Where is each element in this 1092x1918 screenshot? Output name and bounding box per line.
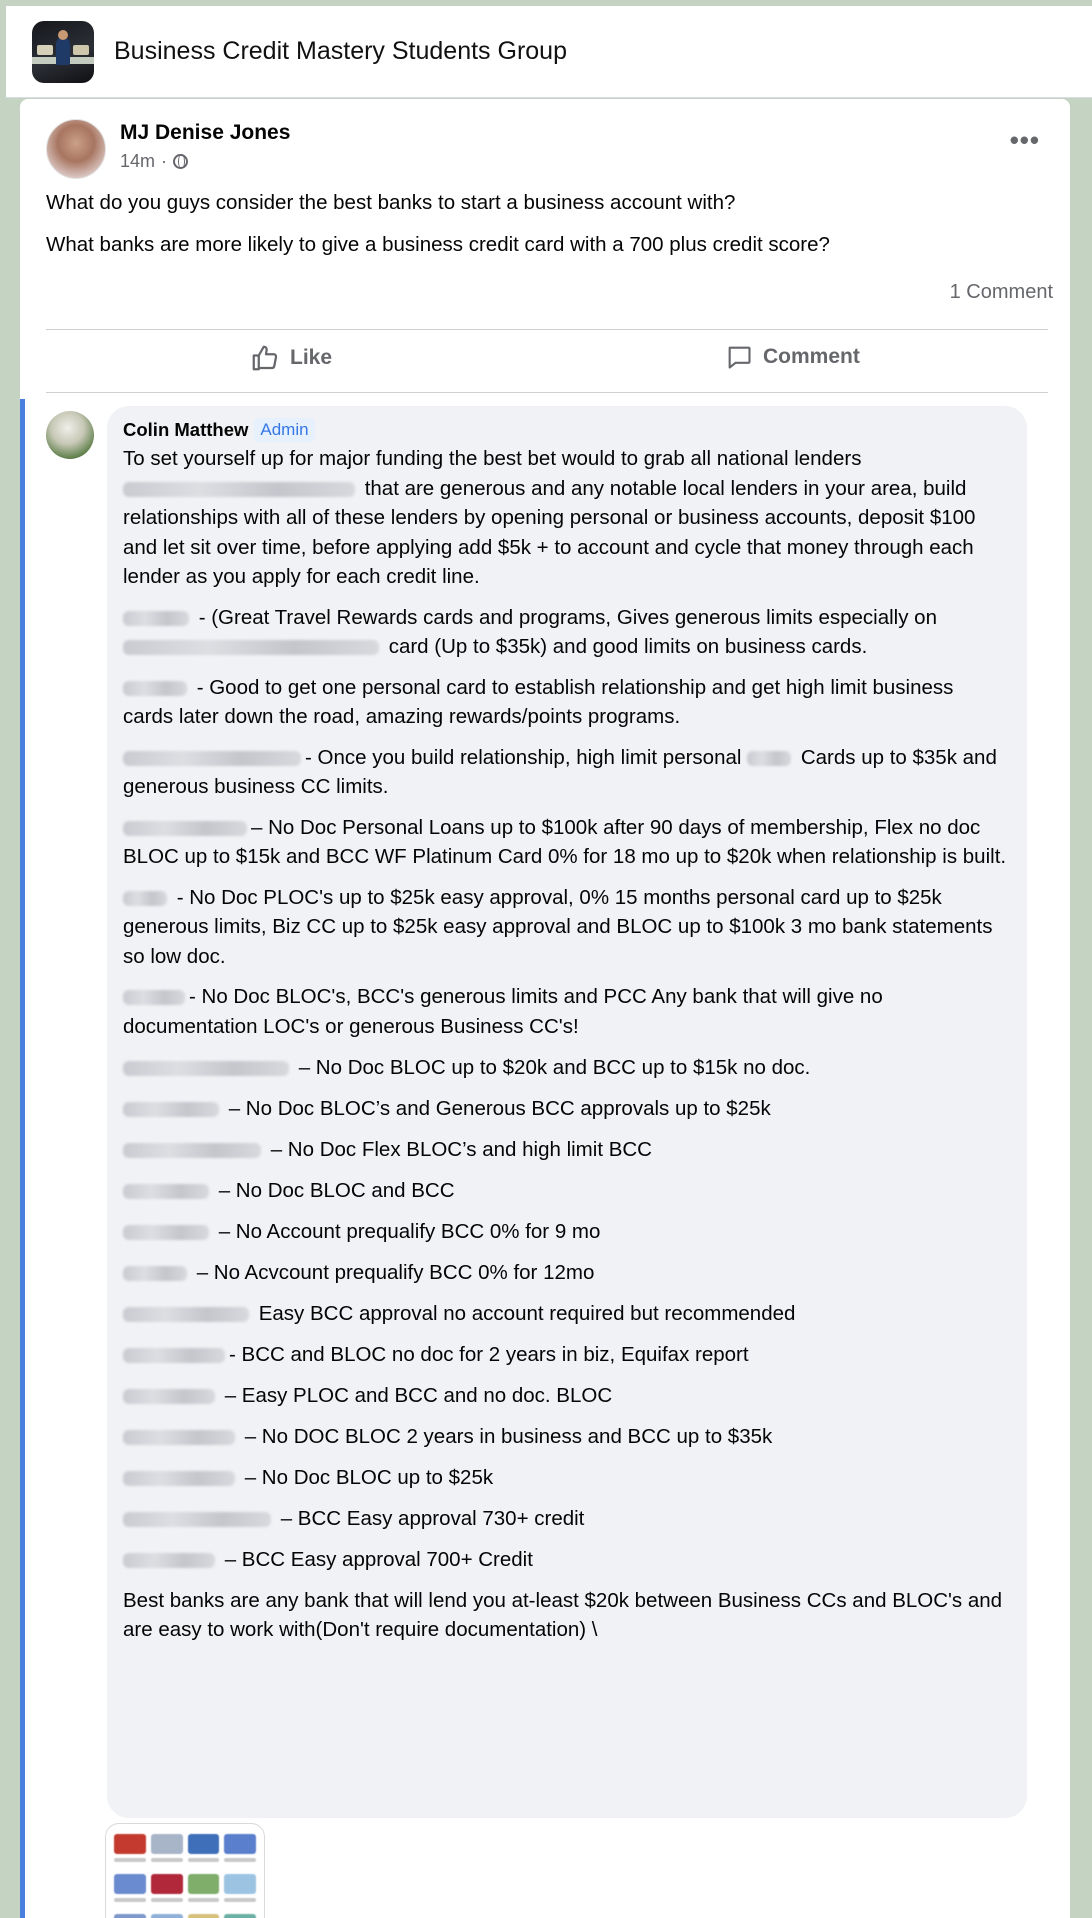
post-time[interactable]: 14m (120, 151, 156, 171)
redacted-text (123, 1307, 249, 1322)
post-author[interactable]: MJ Denise Jones (120, 121, 291, 144)
like-button[interactable] (250, 343, 332, 373)
redacted-text (123, 482, 355, 497)
redacted-text (123, 751, 301, 766)
group-header (6, 6, 1092, 98)
comment-bubble (107, 406, 1027, 1818)
comment-line: – BCC Easy approval 700+ Credit (123, 1545, 1009, 1575)
redacted-text (123, 640, 379, 655)
redacted-text (123, 1553, 215, 1568)
redacted-text (123, 1266, 187, 1281)
post-card (20, 99, 1070, 1918)
comment-intro: To set yourself up for major funding the best bet would to grab all national lenders that are generous and any notable local lenders in your area, build relationships with all of these lenders by opening personal or business accounts, deposit $100 and let sit over time, before applying add $5k + to account and cycle that money through each lender as you apply for each credit line. (123, 447, 976, 588)
commenter-name[interactable]: Colin Matthew (123, 419, 249, 440)
redacted-text (123, 1143, 261, 1158)
more-dots-icon[interactable]: ••• (1009, 125, 1040, 155)
comment-label: Comment (763, 345, 860, 368)
post-meta (120, 151, 188, 172)
comment-line: - Good to get one personal card to establish relationship and get high limit business cards later down the road, amazing rewards/points programs. (123, 675, 954, 728)
redacted-text (123, 821, 247, 836)
admin-badge: Admin (254, 418, 314, 442)
divider-top (46, 329, 1048, 330)
comment-line: - BCC and BLOC no doc for 2 years in biz, Equifax report (123, 1340, 1009, 1370)
redacted-text (123, 1512, 271, 1527)
comment-line: – BCC Easy approval 730+ credit (123, 1504, 1009, 1534)
comment-line: – No Doc Flex BLOC’s and high limit BCC (123, 1135, 1009, 1165)
comment-line: – No DOC BLOC 2 years in business and BCC up to $35k (123, 1422, 1009, 1452)
redacted-text (123, 1348, 225, 1363)
globe-icon (173, 154, 188, 169)
redacted-text (123, 1430, 235, 1445)
redacted-text (123, 891, 167, 906)
redacted-text (123, 1061, 289, 1076)
author-avatar[interactable] (46, 119, 106, 179)
commenter-avatar[interactable] (46, 411, 94, 459)
redacted-text (123, 990, 185, 1005)
group-logo[interactable] (32, 21, 94, 83)
speech-bubble-icon (725, 343, 753, 371)
comment-line: – No Doc BLOC up to $25k (123, 1463, 1009, 1493)
redacted-text (123, 1102, 219, 1117)
comment-closing: Best banks are any bank that will lend you at-least $20k between Business CCs and BLOC's and are easy to work with(Don't require documentation) \ (123, 1588, 1003, 1641)
redacted-text (123, 1471, 235, 1486)
comment-line: – No Account prequalify BCC 0% for 9 mo (123, 1217, 1009, 1247)
group-title[interactable]: Business Credit Mastery Students Group (114, 37, 567, 65)
meta-separator: · (161, 151, 168, 171)
comment-line: – Easy PLOC and BCC and no doc. BLOC (123, 1381, 1009, 1411)
thumbs-up-icon (250, 343, 280, 373)
post-text-line2: What banks are more likely to give a business credit card with a 700 plus credit score? (46, 233, 830, 256)
comment-count[interactable]: 1 Comment (949, 281, 1053, 303)
redacted-text (747, 751, 791, 766)
comment-body (123, 444, 1009, 1645)
comment-line: – No Acvcount prequalify BCC 0% for 12mo (123, 1258, 1009, 1288)
comment-line: - No Doc PLOC's up to $25k easy approval, 0% 15 months personal card up to $25k generous limits, Biz CC up to $25k easy approval and BLOC up to $100k 3 mo bank statements so low doc. (123, 885, 993, 968)
redacted-text (123, 1225, 209, 1240)
comment-line: - No Doc BLOC's, BCC's generous limits and PCC Any bank that will give no documentation LOC's or generous Business CC's! (123, 985, 883, 1038)
attachment-preview (114, 1834, 256, 1918)
comment-line: Easy BCC approval no account required but recommended (123, 1299, 1009, 1329)
redacted-text (123, 1184, 209, 1199)
comment-line: – No Doc BLOC up to $20k and BCC up to $15k no doc. (123, 1053, 1009, 1083)
comment-line: - Once you build relationship, high limit personal Cards up to $35k and generous business CC limits. (123, 745, 997, 798)
comment-line: – No Doc BLOC’s and Generous BCC approvals up to $25k (123, 1094, 1009, 1124)
attachment-thumbnail[interactable] (105, 1823, 265, 1918)
redacted-text (123, 611, 189, 626)
thread-line (20, 399, 25, 1918)
redacted-text (123, 1389, 215, 1404)
comment-button[interactable] (725, 343, 860, 371)
post-text-line1: What do you guys consider the best banks to start a business account with? (46, 191, 736, 214)
redacted-text (123, 681, 187, 696)
comment-line: – No Doc Personal Loans up to $100k after 90 days of membership, Flex no doc BLOC up to $15k and BCC WF Platinum Card 0% for 18 mo up to $20k when relationship is built. (123, 815, 1007, 868)
divider-bottom (46, 392, 1048, 393)
like-label: Like (290, 346, 333, 369)
left-margin (6, 98, 20, 1918)
comment-line: - (Great Travel Rewards cards and programs, Gives generous limits especially on card (Up to $35k) and good limits on business cards. (123, 603, 1009, 662)
comment-line: – No Doc BLOC and BCC (123, 1176, 1009, 1206)
